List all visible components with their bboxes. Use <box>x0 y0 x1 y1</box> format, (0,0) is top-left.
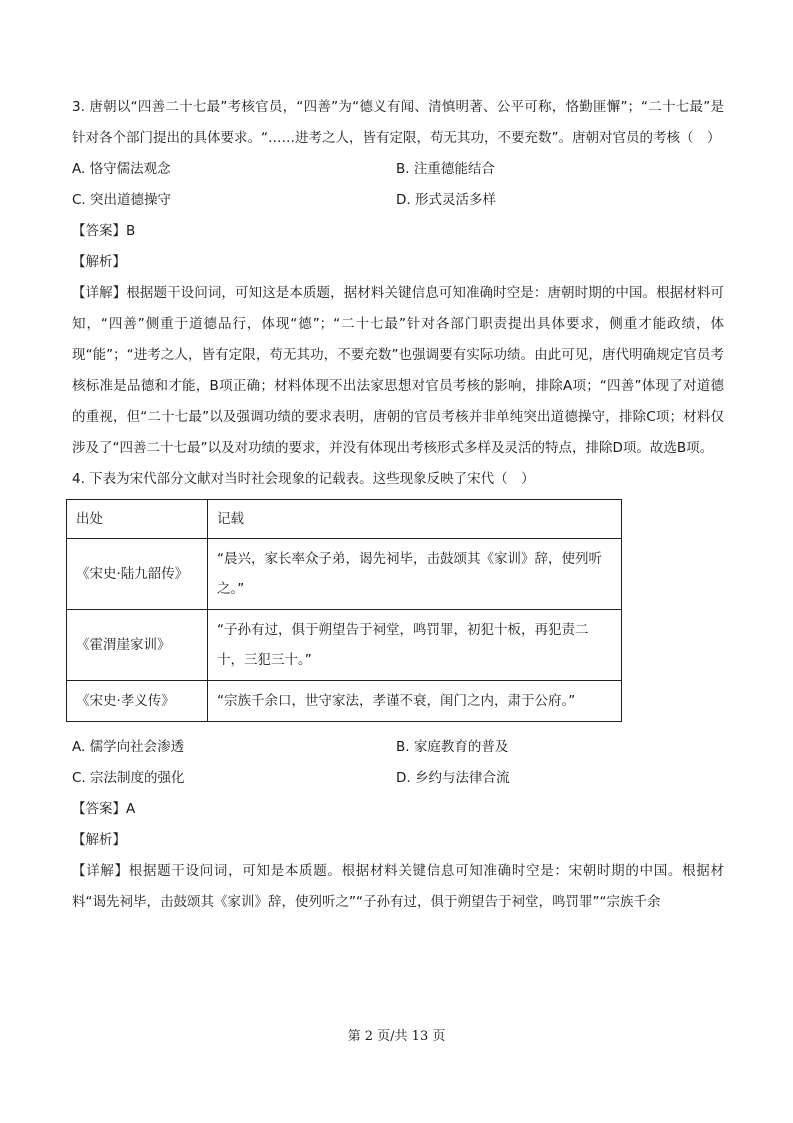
question-3-stem: 3. 唐朝以“四善二十七最”考核官员，“四善”为“德义有闻、清慎明著、公平可称，恪勤匪懈”；“二十七最”是针对各个部门提出的具体要求。“……进考之人，皆有定限，苟无其功，不要充数”。唐朝对官员的考核（ ） <box>72 99 724 146</box>
option-c: C. 宗法制度的强化 <box>72 770 185 786</box>
option-a: A. 恪守儒法观念 <box>72 161 171 177</box>
question-4-options <box>72 732 724 794</box>
table-row <box>67 539 622 610</box>
question-4-detail: 【详解】根据题干设问词，可知是本质题。根据材料关键信息可知准确时空是：宋朝时期的中国。根据材料“谒先祠毕，击鼓颂其《家训》辞，使列听之”“子孙有过，俱于朔望告于祠堂，鸣罚罪”“宗族千余 <box>72 863 724 910</box>
question-3 <box>72 92 724 464</box>
table-cell-record: “晨兴，家长率众子弟，谒先祠毕，击鼓颂其《家训》辞，使列听之。” <box>208 539 622 610</box>
option-b: B. 家庭教育的普及 <box>396 739 509 755</box>
question-4-answer: 【答案】A <box>72 801 136 817</box>
table-cell-source: 《宋史·孝义传》 <box>67 681 208 722</box>
question-4-stem: 4. 下表为宋代部分文献对当时社会现象的记载表。这些现象反映了宋代（ ） <box>72 471 535 487</box>
question-4-analysis-label: 【解析】 <box>72 832 126 848</box>
question-3-detail: 【详解】根据题干设问词，可知这是本质题，据材料关键信息可知准确时空是：唐朝时期的中国。根据材料可知，“四善”侧重于道德品行，体现“德”；“二十七最”针对各部门职责提出具体要求，侧重才能政绩，体现“能”；“进考之人，皆有定限，苟无其功，不要充数”也强调要有实际功绩。由此可见，唐代明确规定官员考核标准是品德和才能，B项正确；材料体现不出法家思想对官员考核的影响，排除A项；“四善”体现了对道德的重视，但“二十七最”以及强调功绩的要求表明，唐朝的官员考核并非单纯突出道德操守，排除C项；材料仅涉及了“四善二十七最”以及对功绩的要求，并没有体现出考核形式多样及灵活的特点，排除D项。故选B项。 <box>72 285 724 456</box>
option-d: D. 乡约与法律合流 <box>396 770 510 786</box>
option-d: D. 形式灵活多样 <box>396 192 496 208</box>
table-row <box>67 681 622 722</box>
table-row <box>67 610 622 681</box>
option-b: B. 注重德能结合 <box>396 161 495 177</box>
question-3-options <box>72 154 724 216</box>
table-header-row <box>67 500 622 539</box>
record-table <box>66 499 622 722</box>
question-4 <box>72 464 724 918</box>
table-cell-source: 《霍渭崖家训》 <box>67 610 208 681</box>
table-header-source: 出处 <box>67 500 208 539</box>
question-3-analysis-label: 【解析】 <box>72 254 126 270</box>
option-c: C. 突出道德操守 <box>72 192 172 208</box>
question-3-answer: 【答案】B <box>72 223 136 239</box>
table-cell-record: “子孙有过，俱于朔望告于祠堂，鸣罚罪，初犯十板，再犯责二十，三犯三十。” <box>208 610 622 681</box>
table-cell-source: 《宋史·陆九韶传》 <box>67 539 208 610</box>
page-footer: 第 2 页/共 13 页 <box>347 1029 446 1044</box>
table-header-record: 记载 <box>208 500 622 539</box>
page-content <box>72 92 724 918</box>
option-a: A. 儒学向社会渗透 <box>72 739 185 755</box>
table-cell-record: “宗族千余口，世守家法，孝谨不衰，闺门之内，肃于公府。” <box>208 681 622 722</box>
